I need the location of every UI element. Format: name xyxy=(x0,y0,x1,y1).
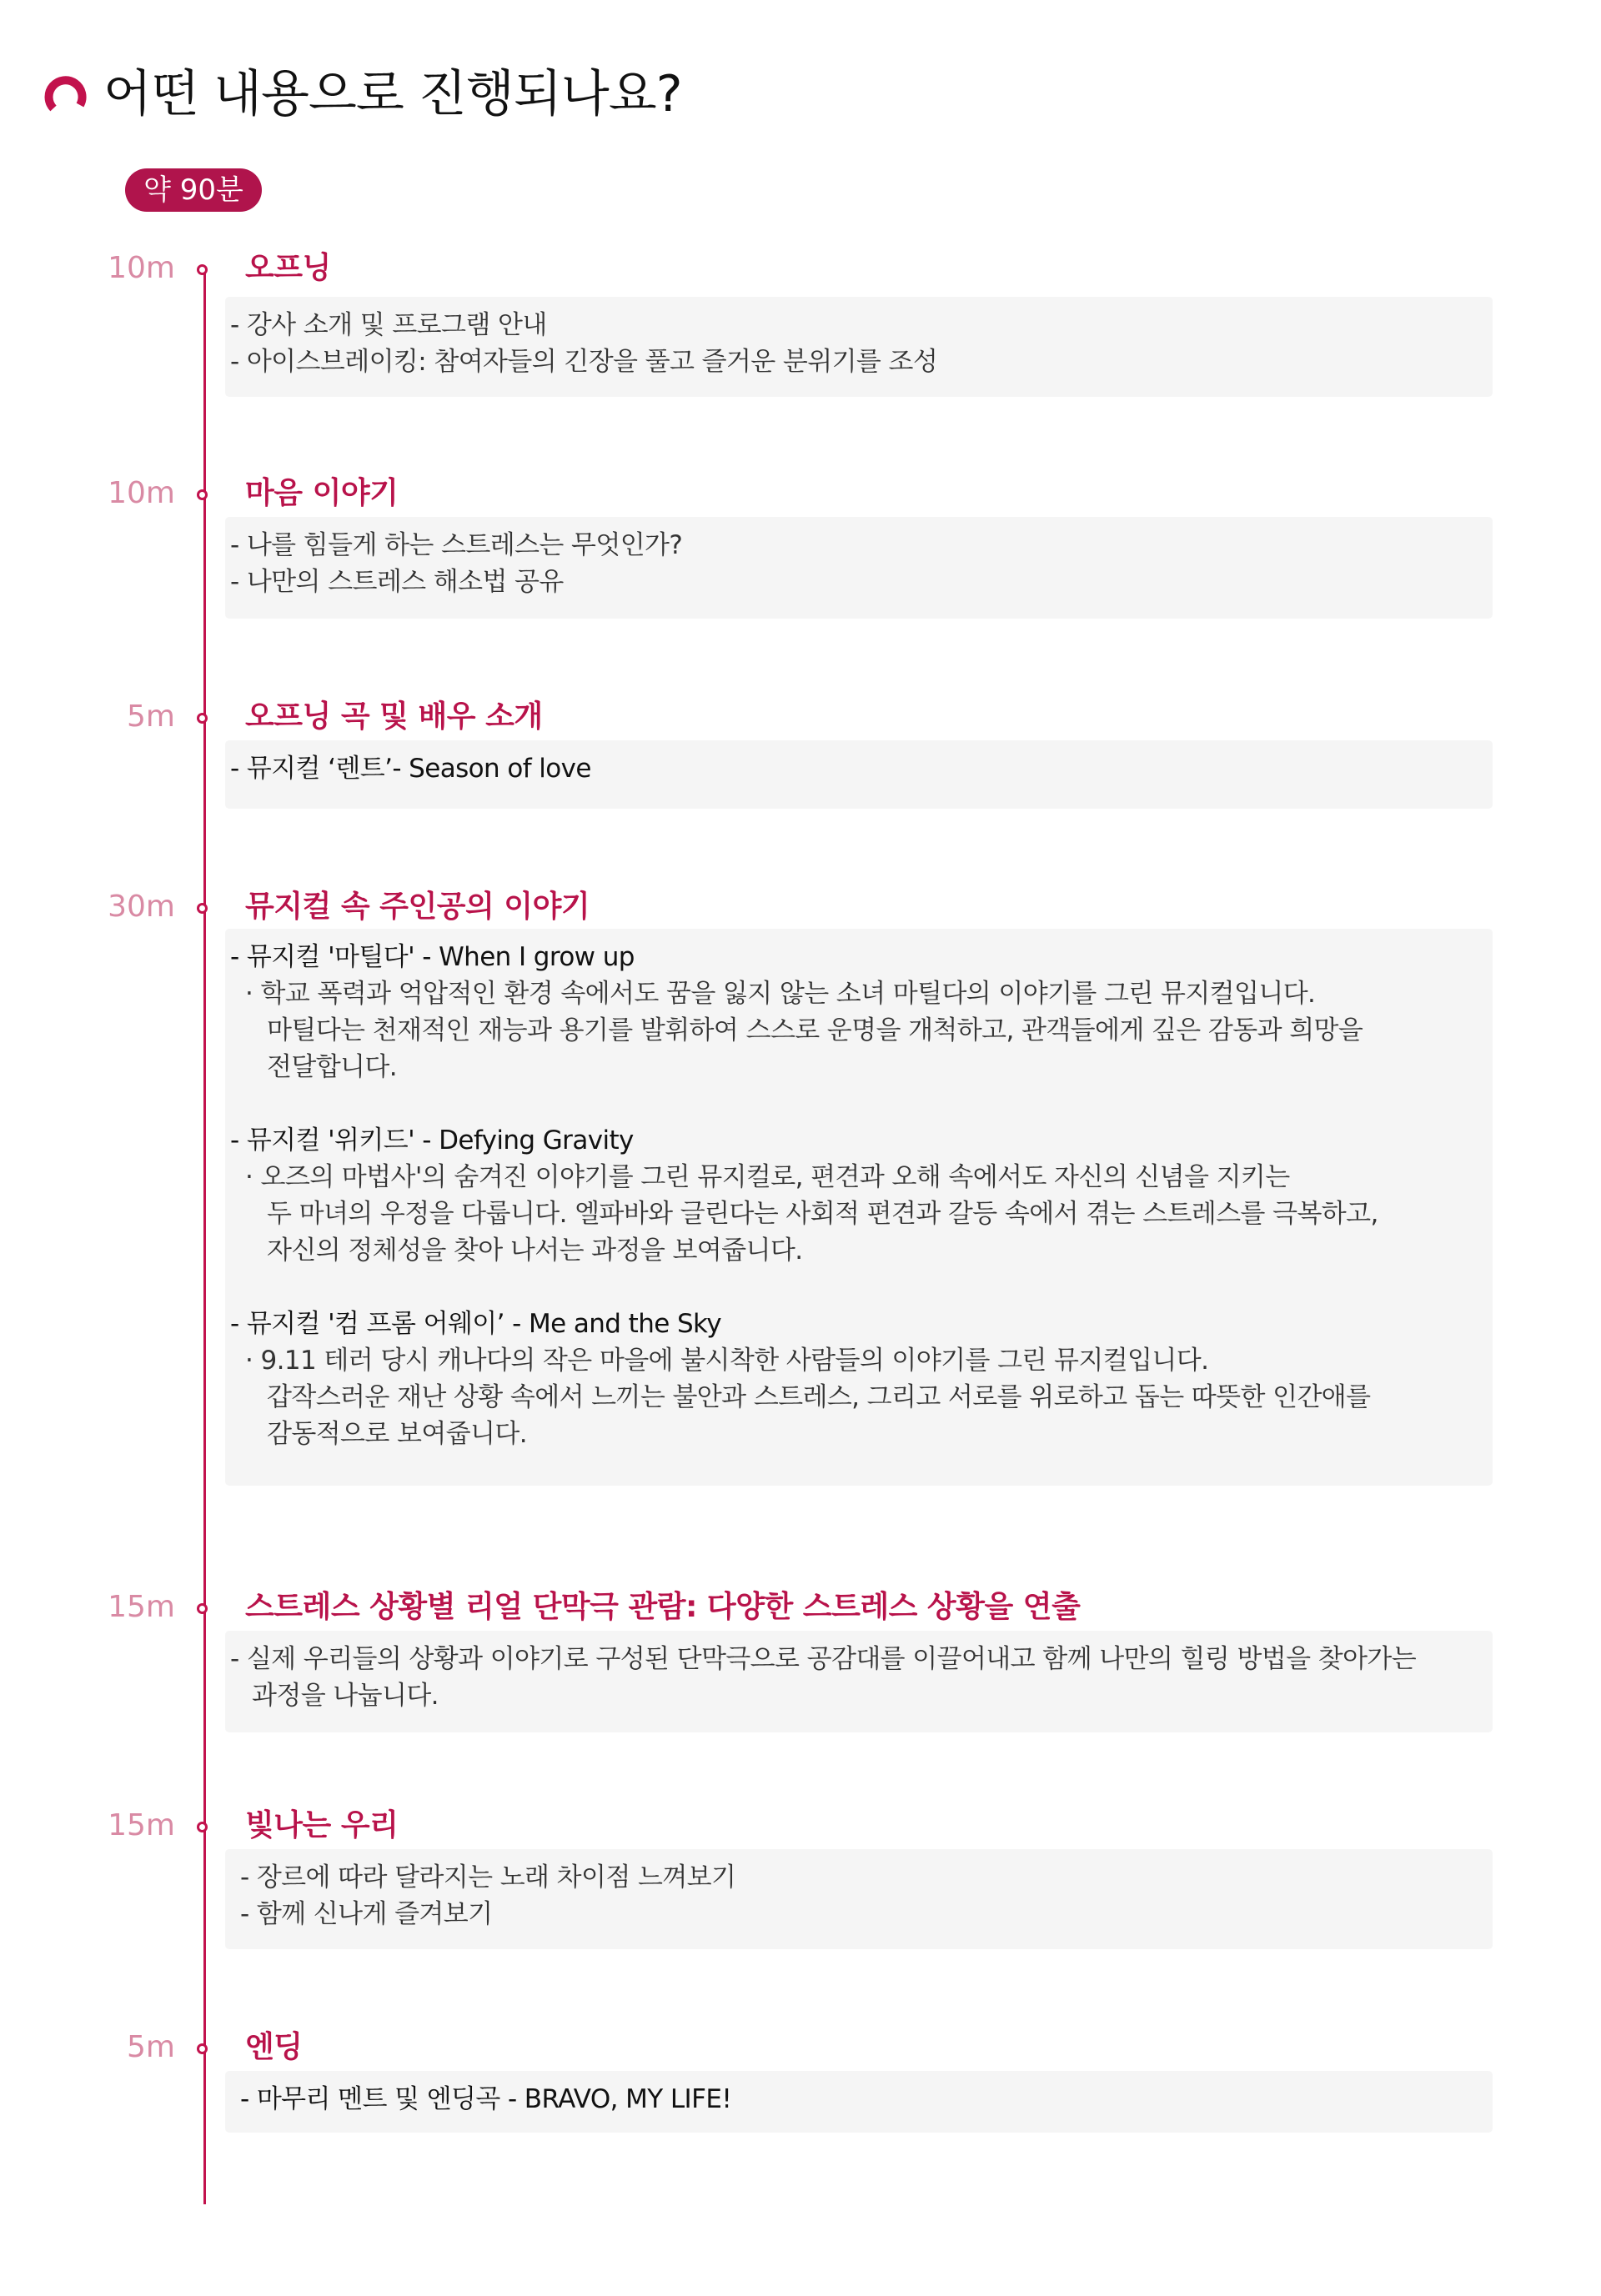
content-line: - 아이스브레이킹: 참여자들의 긴장을 풀고 즐거운 분위기를 조성 xyxy=(230,347,938,377)
content-line: - 실제 우리들의 상황과 이야기로 구성된 단막극으로 공감대를 이끌어내고 함께 나만의 힐링 방법을 찾아가는 xyxy=(230,1644,1417,1674)
content-line: - 함께 신나게 즐겨보기 xyxy=(240,1899,493,1929)
section-title: 엔딩 xyxy=(245,2030,303,2064)
content-line: · 9.11 테러 당시 캐나다의 작은 마을에 불시착한 사람들의 이야기를 그린 뮤지컬입니다. xyxy=(245,1346,1209,1376)
section-content-box xyxy=(225,1849,1493,1949)
timeline-dot xyxy=(197,264,208,275)
section-content-box xyxy=(225,297,1493,397)
duration-badge: 약 90분 xyxy=(125,168,262,212)
content-line: 과정을 나눕니다. xyxy=(252,1681,439,1711)
section-content-box xyxy=(225,929,1493,1486)
section-title: 오프닝 곡 및 배우 소개 xyxy=(245,699,543,734)
content-line: 두 마녀의 우정을 다룹니다. 엘파바와 글린다는 사회적 편견과 갈등 속에서 겪는 스트레스를 극복하고, xyxy=(267,1199,1378,1229)
content-line: - 나를 힘들게 하는 스트레스는 무엇인가? xyxy=(230,530,683,560)
content-line: 갑작스러운 재난 상황 속에서 느끼는 불안과 스트레스, 그리고 서로를 위로하고 돕는 따뜻한 인간애를 xyxy=(267,1382,1371,1412)
timeline-dot xyxy=(197,2043,208,2054)
timeline-dot xyxy=(197,1822,208,1832)
section-title: 뮤지컬 속 주인공의 이야기 xyxy=(245,890,590,924)
section-content-box xyxy=(225,1631,1493,1732)
content-line: 자신의 정체성을 찾아 나서는 과정을 보여줍니다. xyxy=(267,1236,803,1266)
content-line: 전달합니다. xyxy=(267,1052,397,1082)
timeline-dot xyxy=(197,489,208,500)
section-content-box xyxy=(225,517,1493,619)
time-label: 10m xyxy=(108,476,175,510)
time-label: 10m xyxy=(108,251,175,285)
content-line: 감동적으로 보여줍니다. xyxy=(267,1419,527,1449)
musical-heading: - 뮤지컬 '위키드' - Defying Gravity xyxy=(230,1125,634,1156)
section-title: 빛나는 우리 xyxy=(245,1808,399,1842)
section-content-box xyxy=(225,2071,1493,2133)
content-line: - 마무리 멘트 및 엔딩곡 - BRAVO, MY LIFE! xyxy=(240,2084,732,2114)
time-label: 30m xyxy=(108,890,175,924)
time-label: 15m xyxy=(108,1808,175,1842)
time-label: 5m xyxy=(127,2030,175,2064)
content-line: - 뮤지컬 ‘렌트’- Season of love xyxy=(230,754,591,784)
section-content-box xyxy=(225,740,1493,809)
musical-heading: - 뮤지컬 '컴 프롬 어웨이’ - Me and the Sky xyxy=(230,1309,722,1339)
timeline-dot xyxy=(197,1603,208,1614)
content-line: - 강사 소개 및 프로그램 안내 xyxy=(230,310,547,340)
content-line: - 장르에 따라 달라지는 노래 차이점 느껴보기 xyxy=(240,1862,736,1892)
timeline-line xyxy=(203,267,206,2204)
content-line: - 나만의 스트레스 해소법 공유 xyxy=(230,567,564,597)
ring-logo-icon xyxy=(43,72,88,117)
section-title: 마음 이야기 xyxy=(245,476,399,510)
timeline-dot xyxy=(197,903,208,914)
timeline-dot xyxy=(197,713,208,724)
section-title: 오프닝 xyxy=(245,251,331,285)
page-title: 어떤 내용으로 진행되나요? xyxy=(103,65,682,123)
time-label: 15m xyxy=(108,1590,175,1624)
content-line: · 오즈의 마법사'의 숨겨진 이야기를 그린 뮤지컬로, 편견과 오해 속에서도 자신의 신념을 지키는 xyxy=(245,1162,1290,1192)
section-title: 스트레스 상황별 리얼 단막극 관람: 다양한 스트레스 상황을 연출 xyxy=(245,1590,1081,1624)
time-label: 5m xyxy=(127,699,175,734)
musical-heading: - 뮤지컬 '마틸다' - When I grow up xyxy=(230,942,635,972)
content-line: · 학교 폭력과 억압적인 환경 속에서도 꿈을 잃지 않는 소녀 마틸다의 이야기를 그린 뮤지컬입니다. xyxy=(245,979,1316,1009)
content-line: 마틸다는 천재적인 재능과 용기를 발휘하여 스스로 운명을 개척하고, 관객들에게 깊은 감동과 희망을 xyxy=(267,1015,1363,1045)
